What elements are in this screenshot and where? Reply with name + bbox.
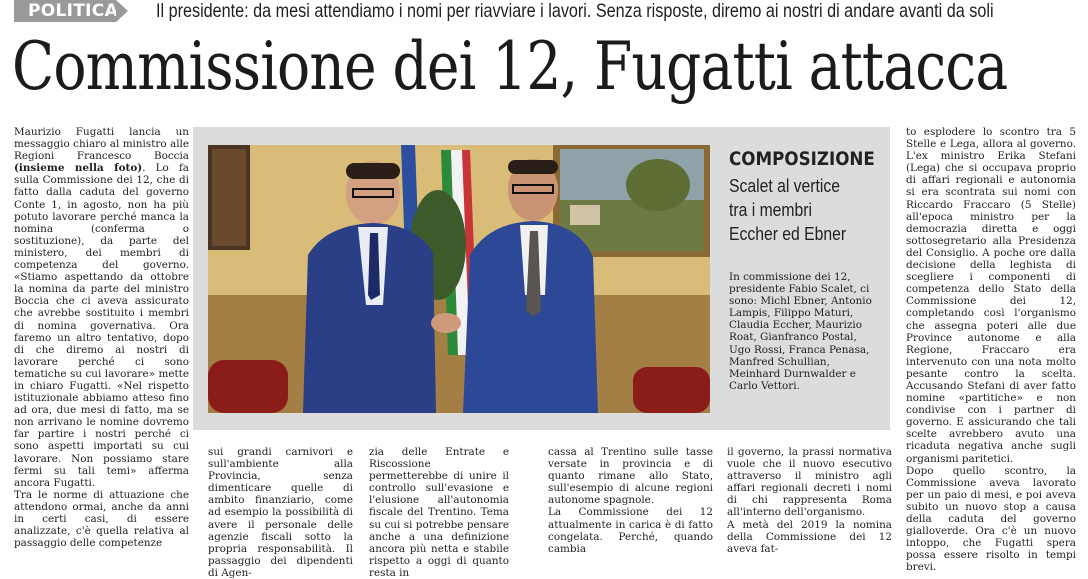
headline: Commissione dei 12, Fugatti attacca (12, 28, 1008, 105)
article-column-2: sui grandi carnivori e sull'ambiente alla Provincia, senza dimenticare quelle di ambito finanziario, come ad esempio la possibilità di avere il personale delle agenzie fiscali sotto la propria responsabilità. Il passaggio dei dipendenti di Agen- (208, 446, 353, 579)
caption-subtitle-line: tra i membri (729, 199, 813, 220)
section-tag (14, 0, 119, 22)
kicker-row (0, 0, 1088, 24)
caption-title: COMPOSIZIONE (729, 148, 875, 170)
article-column-5: il governo, la prassi normativa vuole che il nuovo esecutivo attraverso il ministro agli affari regionali decreti i nomi di chi rappresenta Roma all'interno dell'organismo. A metà del 2019 la nomina della Commissione dei 12 aveva fat- (727, 446, 892, 555)
caption-subtitle-line: Scalet al vertice (729, 175, 841, 196)
article-column-6: to esplodere lo scontro tra 5 Stelle e Lega, allora al governo. L'ex ministro Erika Stefani (Lega) che si occupava proprio di affari regionali e autonomia si era scontrata sui nomi con Riccardo Fraccaro (5 Stelle) all'epoca ministro per la democrazia diretta e oggi sottosegretario alla Presidenza del Consiglio. A poche ore dalla decisione della leghista di scegliere i componenti di competenza dello Stato della Commissione dei 12, completando così l'organismo che assegna poteri alle due Province autonome e alla Regione, Fraccaro era intervenuto con una nota molto pesante contro la scelta. Accusando Stefani di aver fatto nomine «partitiche» e non condivise con i partner di governo. E assicurando che tali scelte avrebbero avuto una ricaduta negativa anche sugli organismi paritetici. Dopo quello scontro, la Commissione aveva lavorato per un paio di mesi, e poi aveva subito un nuovo stop a causa della caduta del governo gialloverde. Ora c'è un nuovo intoppo, che Fugatti spera possa essere risolto in tempi brevi. (906, 126, 1076, 574)
photo-fugatti-boccia (208, 145, 710, 413)
article-column-3: zia delle Entrate e Riscossione permetterebbe di unire il controllo sull'evasione e l'elusione all'autonomia fiscale del Trentino. Tema su cui si potrebbe pensare anche a una definizione ancora più netta e stabile rispetto a oggi di quanto resta in (369, 446, 509, 579)
intro-text: Maurizio Fugatti lancia un messaggio chiaro al ministro alle Regioni Francesco Boccia (14, 126, 189, 163)
intro-bold: (insieme nella foto) (14, 162, 143, 175)
article-column-4: cassa al Trentino sulle tasse versate in provincia e di quanto rimane allo Stato, sull'esempio di alcune regioni autonome spagnole. La Commissione dei 12 attualmente in carica è di fatto congelata. Perché, quando cambia (548, 446, 713, 555)
caption-subtitle (729, 174, 889, 246)
caption-body: In commissione dei 12, presidente Fabio Scalet, ci sono: Michl Ebner, Antonio Lampis, Filippo Maturi, Claudia Eccher, Maurizio Roat, Gianfranco Postal, Ugo Rossi, Franca Penasa, Manfred Schullian, Meinhard Durnwalder e Carlo Vettori. (729, 271, 872, 392)
column-1-body: . Lo fa sulla Commissione dei 12, che di fatto dalla caduta del governo Conte 1, in agosto, non ha più potuto lavorare perché manca la nomina (conferma o sostituzione), da parte del ministero, dei membri di competenza del governo. «Stiamo aspettando da ottobre la nomina da parte del ministro Boccia che ci aveva assicurato che avrebbe sostituito i membri di nomina governativa. Ora faremo un altro tentativo, dopo di che diremo ai nostri di lavorare perché ci sono tematiche su cui lavorare» mette in chiaro Fugatti. «Nel rispetto istituzionale abbiamo atteso fino ad ora, due mesi di fatto, ma se non arrivano le nomine dovremo far partire i nostri perché ci sono aspetti importati su cui lavorare. Non possiamo stare fermi su tali temi» afferma ancora Fugatti. (14, 162, 189, 489)
caption-subtitle-line: Eccher ed Ebner (729, 223, 847, 244)
column-1-paragraph-2: Tra le norme di attuazione che attendono ormai, anche da anni in certi casi, di essere analizzate, c'è quella relativa al passaggio delle competenze (14, 488, 189, 550)
photo-illustration (208, 145, 710, 413)
subheadline: Il presidente: da mesi attendiamo i nomi per riavviare i lavori. Senza risposte, diremo ai nostri di andare avanti da soli (156, 0, 994, 22)
article-column-1 (14, 126, 189, 552)
section-label: POLITICA (28, 1, 119, 21)
